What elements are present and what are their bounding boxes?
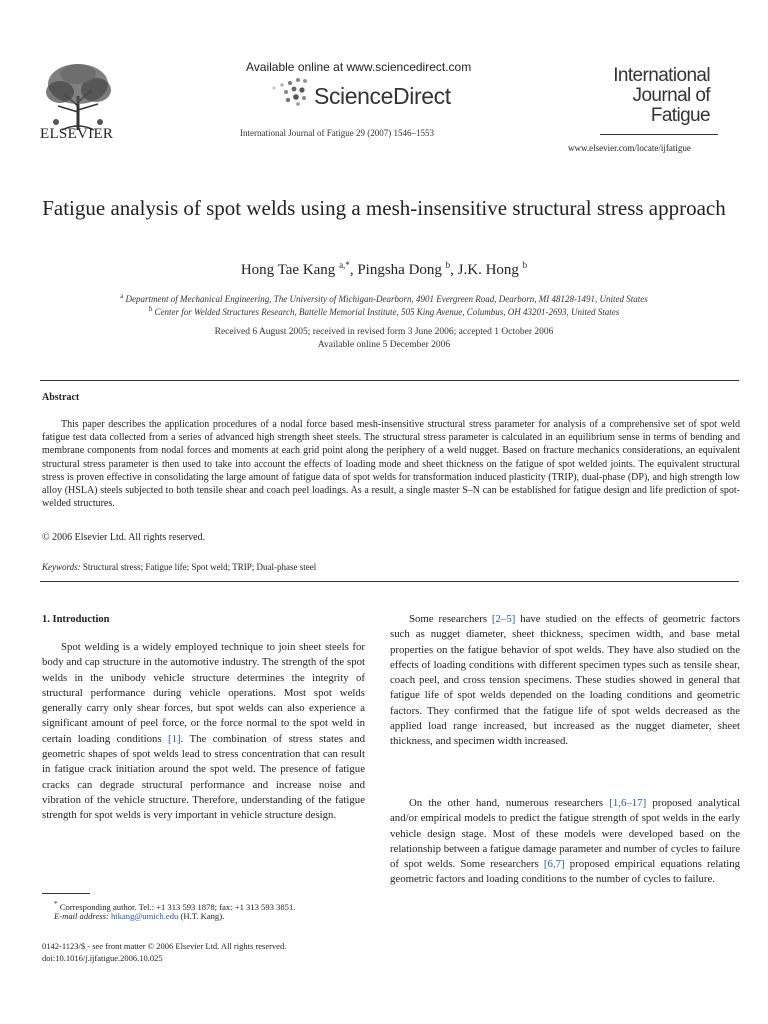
available-online-date: Available online 5 December 2006 [317,340,451,350]
author-affiliation-mark[interactable]: b [445,260,451,270]
abstract-top-rule [40,380,739,381]
paragraph-text: have studied on the effects of geometric factors such as nugget diameter, sheet thickness, specimen width, and base metal properties on the fatigue behavior of spot welds. They have also studied on the effects of loading conditions with different specimen types such as tensile shear, coach peel, and cross tension specimens. These studies showed in general that fatigue life of spot welds depended on the loading conditions and geometric factors. They confirmed that the fatigue life of spot welds decreased as the applied load range increased, but increased as the nugget diameter, sheet thickness, and specimen width increased. [390,613,741,748]
sciencedirect-logo-text: ScienceDirect [314,83,451,109]
intro-paragraph-left [42,640,365,824]
author-affiliation-mark[interactable]: a,* [339,260,350,270]
abstract-body: This paper describes the application procedures of a nodal force based mesh-insensitive structural stress parameter for analysis of a comprehensive set of spot weld fatigue test data collected from a series of advanced high strength sheet steels. The structural stress parameter is calculated in an equilibrium sense in terms of bending and membrane components from nodal forces and moments at each grid point along the periphery of a weld nugget. Based on fracture mechanics considerations, an equivalent structural stress parameter is then used to take into account the effects of loading mode and sheet thickness on the fatigue of spot welded joints. The equivalent structural stress is proven effective in consolidating the large amount of fatigue data of spot welds for transformation induced plasticity (TRIP), dual-phase (DP), and high strength low alloy (HSLA) steels subjected to both tensile shear and coach peel loadings. As a result, a single master S–N can be established for fatigue design and life prediction of spot-welded structures. [42,419,740,510]
issn-line: 0142-1123/$ - see front matter © 2006 Elsevier Ltd. All rights reserved. [42,941,287,951]
journal-divider [600,134,718,135]
keywords-label: Keywords: [42,562,81,572]
article-title: Fatigue analysis of spot welds using a mesh-insensitive structural stress approach [42,196,726,220]
available-online-text[interactable]: Available online at www.sciencedirect.com [246,60,472,74]
keywords-list: Structural stress; Fatigue life; Spot weld; TRIP; Dual-phase steel [82,562,317,572]
journal-title-line: Fatigue [650,105,710,126]
author-list: Hong Tae Kang $^{a,*}$, Pingsha Dong $^b$, J.K. Hong $^b$ [240,260,528,278]
intro-paragraph-right-1 [390,612,740,750]
abstract-heading: Abstract [42,392,80,403]
footnote-rule [42,893,90,894]
journal-title [600,66,710,126]
citation-link[interactable]: [6,7] [543,858,565,871]
author-affiliation-mark[interactable]: b [522,260,528,270]
author-name: Pingsha Dong [357,262,442,278]
affiliation-text: Center for Welded Structures Research, Battelle Memorial Institute, 505 King Avenue, Columbus, OH 43201-2693, United States [154,307,620,317]
journal-title-line: Journal of [632,85,710,106]
sciencedirect-dots-icon [268,76,312,106]
citation-link[interactable]: [1,6–17] [609,797,647,809]
affiliation-text: Department of Mechanical Engineering, The University of Michigan-Dearborn, 4901 Evergreen Road, Dearborn, MI 48128-1491, United States [125,294,648,304]
footnote-mark: * [54,900,58,908]
journal-url-link[interactable]: www.elsevier.com/locate/ijfatigue [568,143,691,153]
journal-title-line: International [613,65,710,86]
affiliation-b [40,305,728,317]
email-suffix: (H.T. Kang). [180,911,225,921]
paragraph-text: Spot welding is a widely employed technique to join sheet steels for body and cap structure in the automotive industry. The strength of the spot welds in the unibody vehicle structure determines the integrity of structural performance during vehicle operations. Most spot welds generally carry only shear forces, but spot welds can also experience a significant amount of peel force, or the force normal to the spot weld in certain loading conditions [42,641,365,745]
paragraph-text: On the other hand, numerous researchers [409,797,604,809]
email-footnote [42,910,384,922]
affiliation-label: a [120,292,124,300]
affiliation-a [40,292,728,304]
intro-paragraph-right-2 [390,796,740,888]
abstract-copyright: © 2006 Elsevier Ltd. All rights reserved. [42,532,206,543]
doi-line[interactable]: doi:10.1016/j.ijfatigue.2006.10.025 [42,953,163,963]
citation-link[interactable]: [1] [168,732,181,745]
journal-citation: International Journal of Fatigue 29 (2007) 1546–1553 [240,128,434,138]
paragraph-text: proposed empirical equations relating geometric factors and loading conditions to the number of cycles to failure. [390,858,741,886]
paragraph-text: . The combination of stress states and geometric shapes of spot welds lead to stress concentration that can result in fatigue crack initiation around the spot weld. The presence of fatigue cracks can degrade structural performance and increase noise and vibration of the vehicle structure. Therefore, understanding of the fatigue strength for spot welds is very important in vehicle structure design. [42,732,366,822]
affiliation-label: b [148,305,153,313]
elsevier-tree-logo [38,60,118,132]
received-dates: Received 6 August 2005; received in revised form 3 June 2006; accepted 1 October 2006 [214,327,554,337]
abstract-bottom-rule [40,581,739,582]
email-link[interactable]: htkang@umich.edu [110,911,179,921]
author-name: J.K. Hong [457,262,519,278]
footnote-text: Corresponding author. Tel.: +1 313 593 1878; fax: +1 313 593 3851. [59,901,296,912]
section-heading-introduction: 1. Introduction [42,614,110,625]
citation-link[interactable]: [2–5] [491,613,516,625]
paragraph-text: proposed analytical and/or empirical models to predict the fatigue strength of spot welds in the early vehicle design stage. Most of these models were developed based on the relationship between a fatigue damage parameter and number of cycles to failure of spot welds. Some researchers [390,797,741,871]
author-name: Hong Tae Kang [240,262,336,278]
email-label: E-mail address: [54,911,109,921]
publisher-name: ELSEVIER [40,126,114,142]
paragraph-text: Some researchers [409,613,488,625]
keywords [42,562,316,572]
